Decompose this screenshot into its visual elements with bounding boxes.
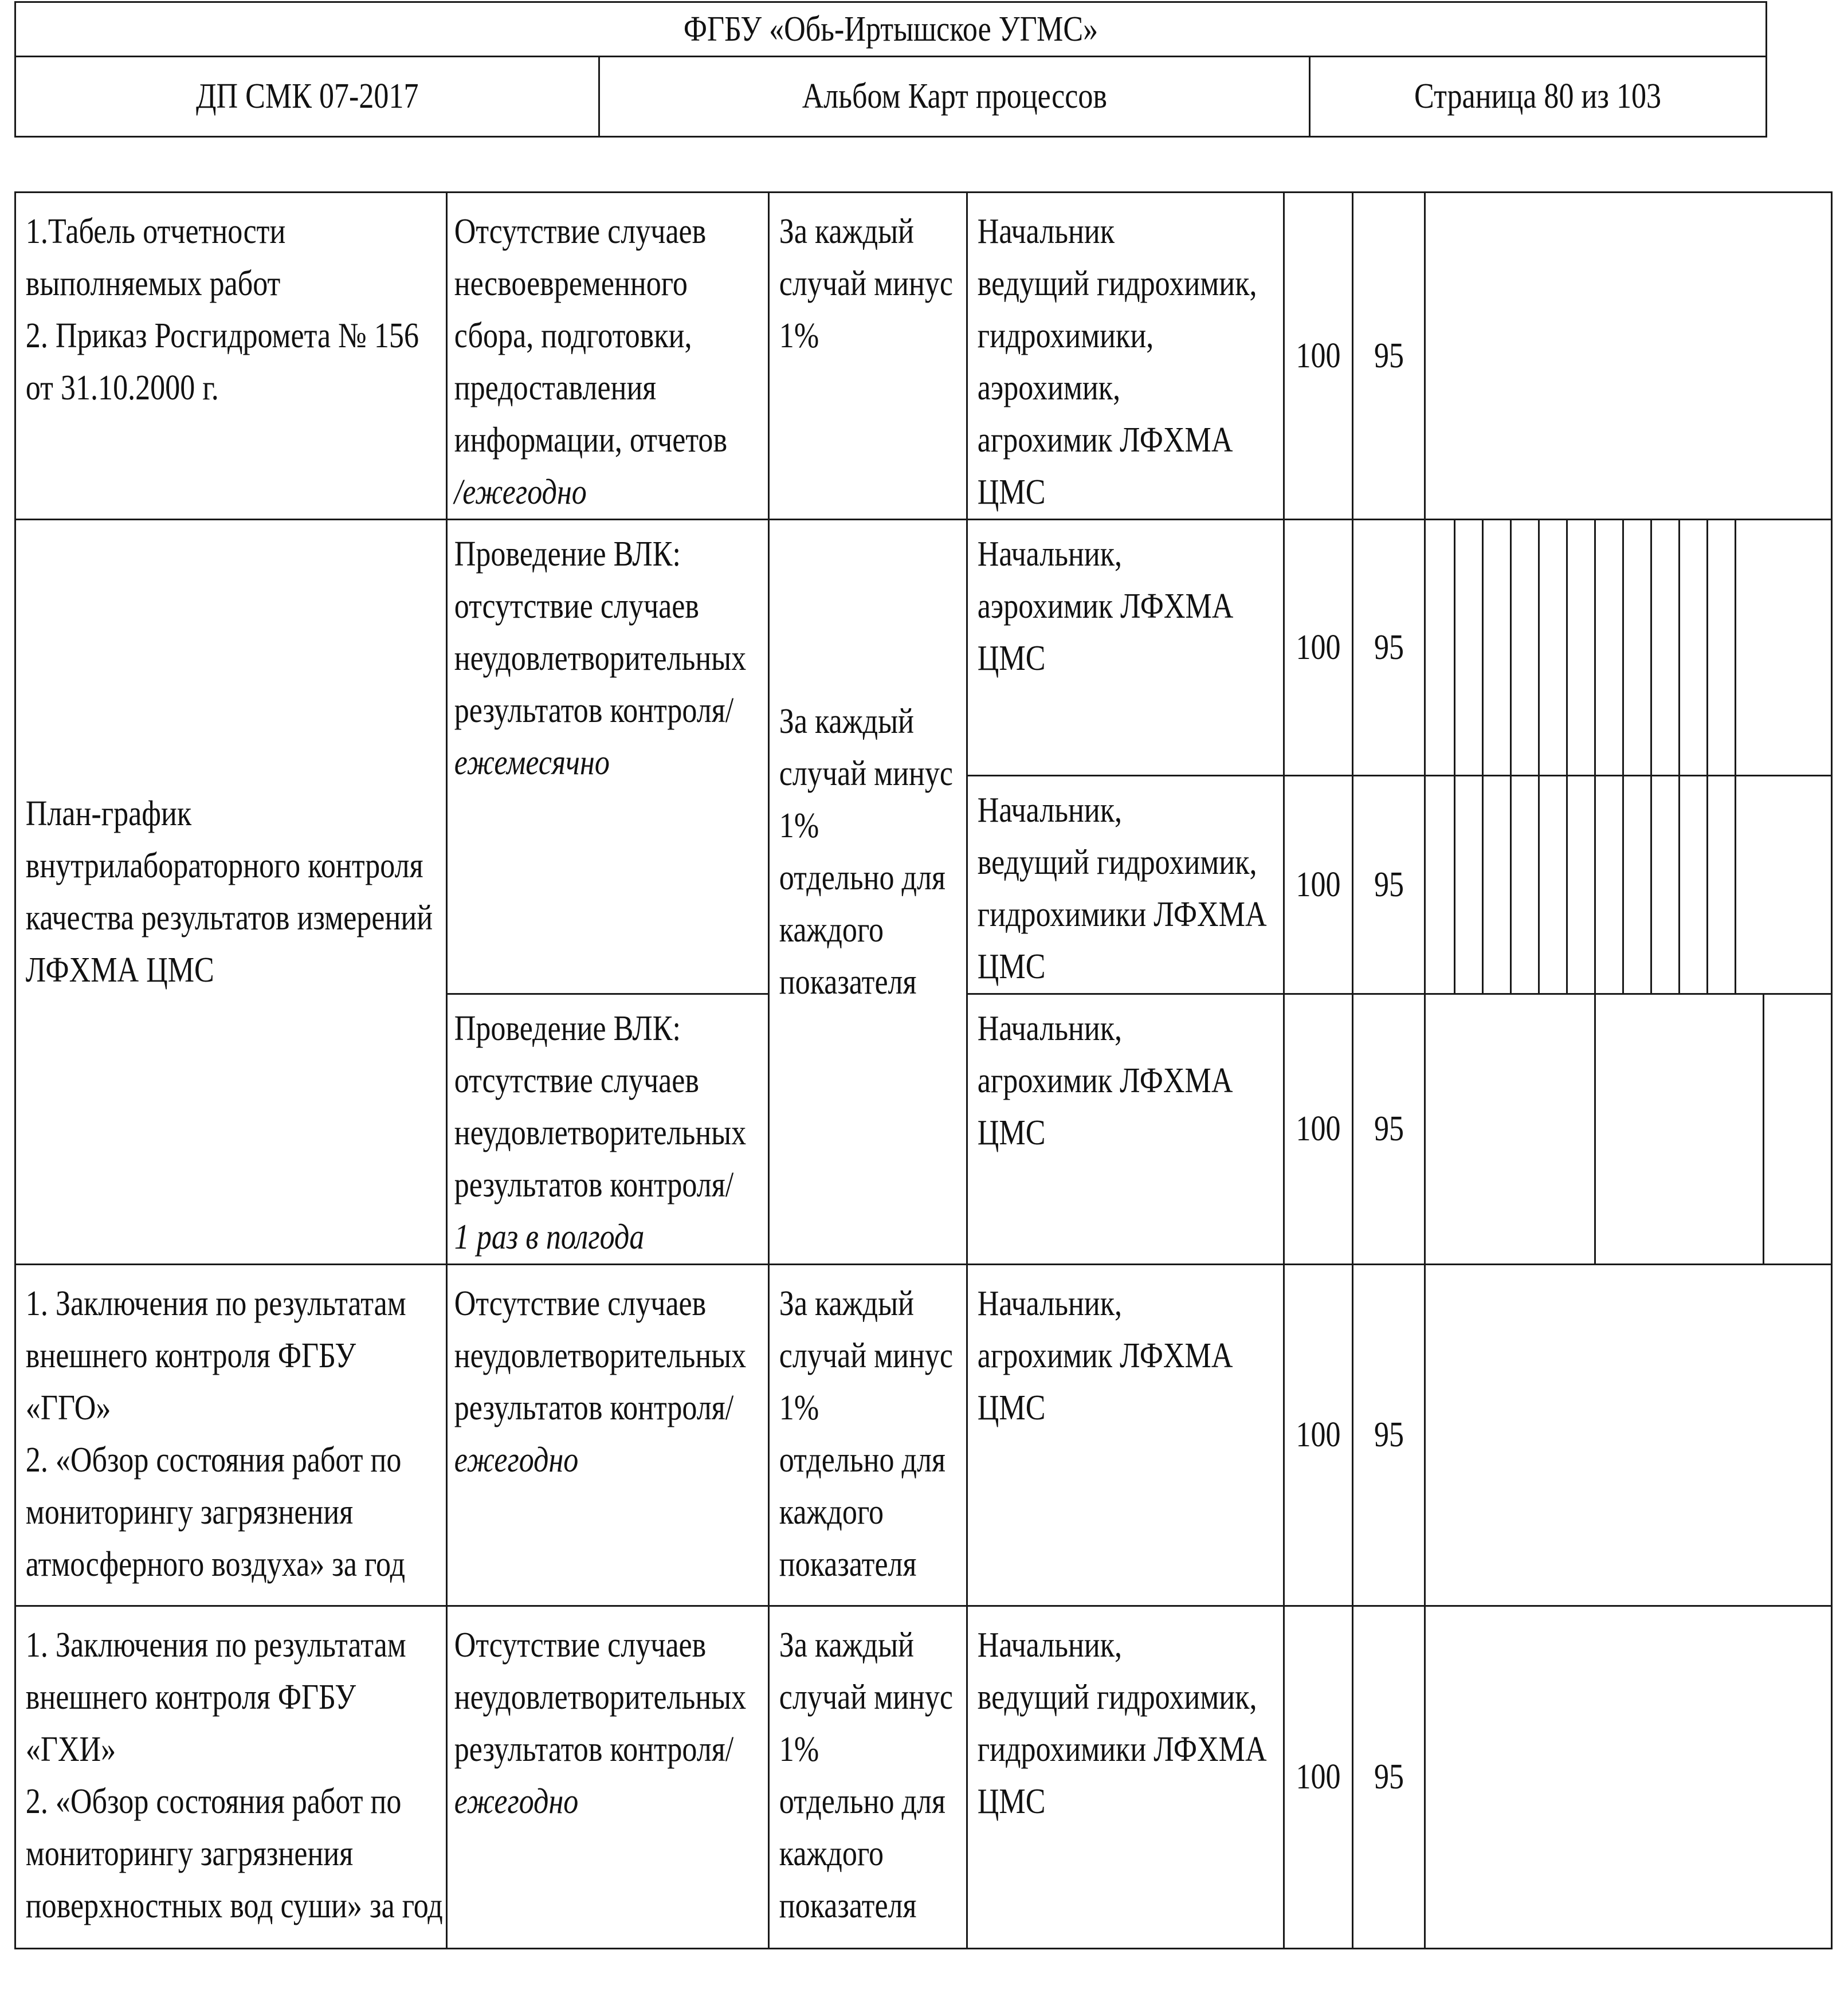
text-line: аэрохимик, — [977, 368, 1121, 407]
target-score-cell: 95 — [1353, 1606, 1425, 1949]
text-line: За каждый — [779, 701, 914, 741]
source-cell — [15, 193, 447, 520]
grid-cell — [1425, 776, 1832, 994]
source-cell — [15, 1265, 447, 1606]
text-line: ЛФХМА ЦМС — [25, 950, 214, 990]
text-line: мониторингу загрязнения — [25, 1493, 354, 1532]
table-row — [15, 1265, 1832, 1606]
text-line: За каждый — [779, 1284, 914, 1323]
max-score-cell: 100 — [1284, 994, 1353, 1265]
responsible-cell — [967, 776, 1284, 994]
organization-title: ФГБУ «Обь-Иртышское УГМС» — [15, 2, 1767, 57]
criterion-cell: Проведение ВЛК: отсутствие случаев неудовлетворительных результатов контроля/ 1 раз в полгода — [447, 994, 769, 1265]
blank-cell — [1425, 1606, 1832, 1949]
text-line: сбора, подготовки, — [454, 316, 692, 355]
text-line: 1% — [779, 806, 819, 845]
text-line: 1. Заключения по результатам — [25, 1626, 406, 1665]
max-score-cell: 100 — [1284, 1265, 1353, 1606]
text-line: За каждый — [779, 1626, 914, 1665]
penalty-cell — [769, 520, 967, 1265]
text-line: неудовлетворительных — [454, 1113, 747, 1152]
target-score-cell: 95 — [1353, 994, 1425, 1265]
text-line: ЦМС — [977, 639, 1046, 678]
process-indicators-table — [14, 191, 1833, 1949]
criterion-cell: Проведение ВЛК: отсутствие случаев неудовлетворительных результатов контроля/ ежемесячно — [447, 520, 769, 994]
text-line: Отсутствие случаев — [454, 1284, 707, 1323]
text-line: результатов контроля/ — [454, 691, 734, 730]
text-line: случай минус — [779, 754, 954, 793]
responsible-cell — [967, 193, 1284, 520]
text-line: Начальник — [977, 212, 1115, 251]
text-line: агрохимик ЛФХМА — [977, 1336, 1233, 1375]
text-line: неудовлетворительных — [454, 639, 747, 678]
text-line: ведущий гидрохимик, — [977, 1678, 1257, 1717]
text-line: информации, отчетов — [454, 421, 728, 460]
text-line: отдельно для — [779, 1441, 945, 1480]
text-line: случай минус — [779, 1336, 954, 1375]
criterion-cell: Отсутствие случаев неудовлетворительных результатов контроля/ ежегодно — [447, 1265, 769, 1606]
text-line: от 31.10.2000 г. — [25, 368, 219, 407]
text-line: показателя — [779, 962, 917, 1002]
text-line: ЦМС — [977, 1113, 1046, 1152]
text-line: 2. Приказ Росгидромета № 156 — [25, 316, 419, 355]
text-line: За каждый — [779, 212, 914, 251]
max-score-cell: 100 — [1284, 193, 1353, 520]
grid-cell — [1425, 994, 1832, 1265]
text-line: результатов контроля/ — [454, 1166, 734, 1204]
text-line: мониторингу загрязнения — [25, 1834, 354, 1873]
text-line: Проведение ВЛК: — [454, 535, 681, 574]
text-line: показателя — [779, 1886, 917, 1925]
text-line: качества результатов измерений — [25, 898, 433, 937]
text-line: агрохимик ЛФХМА — [977, 1061, 1233, 1100]
document-header — [14, 1, 1767, 138]
page-number: Страница 80 из 103 — [1310, 57, 1767, 137]
text-line: Проведение ВЛК: — [454, 1009, 681, 1048]
max-score-cell: 100 — [1284, 776, 1353, 994]
album-title: Альбом Карт процессов — [599, 57, 1310, 137]
text-line: гидрохимики ЛФХМА — [977, 1730, 1267, 1769]
text-line: случай минус — [779, 1678, 954, 1717]
text-line: 2. «Обзор состояния работ по — [25, 1782, 402, 1821]
text-line: Начальник, — [977, 535, 1123, 574]
criterion-cell: Отсутствие случаев несвоевременного сбора, подготовки, предоставления информации, отчетов /ежегодно — [447, 193, 769, 520]
target-score-cell: 95 — [1353, 776, 1425, 994]
text-line: отсутствие случаев — [454, 587, 700, 626]
text-line: ведущий гидрохимик, — [977, 264, 1257, 303]
max-score-cell: 100 — [1284, 520, 1353, 776]
text-line: каждого — [779, 1834, 884, 1873]
text-line: отдельно для — [779, 1782, 945, 1821]
max-score-cell: 100 — [1284, 1606, 1353, 1949]
responsible-cell — [967, 994, 1284, 1265]
text-line: Начальник, — [977, 1009, 1123, 1048]
text-line: внешнего контроля ФГБУ — [25, 1678, 356, 1717]
text-line: «ГГО» — [25, 1388, 111, 1427]
text-line: Отсутствие случаев — [454, 212, 707, 251]
penalty-cell — [769, 193, 967, 520]
text-line: «ГХИ» — [25, 1730, 116, 1769]
text-line: 1% — [779, 1730, 819, 1769]
text-line: показателя — [779, 1545, 917, 1584]
text-line: случай минус — [779, 264, 954, 303]
responsible-cell — [967, 520, 1284, 776]
source-cell — [15, 1606, 447, 1949]
penalty-cell — [769, 1265, 967, 1606]
text-line: отсутствие случаев — [454, 1061, 700, 1100]
table-row — [15, 193, 1832, 520]
source-cell — [15, 520, 447, 1265]
text-line: результатов контроля/ — [454, 1388, 734, 1427]
text-line: 1.Табель отчетности — [25, 212, 286, 251]
text-line: несвоевременного — [454, 264, 688, 303]
text-line: выполняемых работ — [25, 264, 281, 303]
text-line: ЦМС — [977, 473, 1046, 512]
text-line: ЦМС — [977, 1782, 1046, 1821]
text-line: аэрохимик ЛФХМА — [977, 587, 1234, 626]
text-line: каждого — [779, 910, 884, 949]
text-line: поверхностных вод суши» за год — [25, 1886, 443, 1925]
target-score-cell: 95 — [1353, 1265, 1425, 1606]
text-line: 1% — [779, 316, 819, 355]
table-row — [15, 520, 1832, 776]
text-line: План-график — [25, 794, 192, 833]
text-line: внутрилабораторного контроля — [25, 846, 423, 885]
text-line: неудовлетворительных — [454, 1678, 747, 1717]
text-line: ЦМС — [977, 947, 1046, 986]
blank-cell — [1425, 1265, 1832, 1606]
text-line: предоставления — [454, 368, 657, 407]
text-line: 1. Заключения по результатам — [25, 1284, 406, 1323]
target-score-cell: 95 — [1353, 520, 1425, 776]
target-score-cell: 95 — [1353, 193, 1425, 520]
text-line: ведущий гидрохимик, — [977, 843, 1257, 882]
text-line: результатов контроля/ — [454, 1730, 734, 1769]
penalty-cell — [769, 1606, 967, 1949]
blank-cell — [1425, 193, 1832, 520]
text-line: отдельно для — [779, 858, 945, 897]
text-line: 2. «Обзор состояния работ по — [25, 1441, 402, 1480]
responsible-cell — [967, 1265, 1284, 1606]
document-code: ДП СМК 07-2017 — [15, 57, 599, 137]
text-line: 1% — [779, 1388, 819, 1427]
text-line: Отсутствие случаев — [454, 1626, 707, 1665]
table-row — [15, 1606, 1832, 1949]
text-line: Начальник, — [977, 791, 1123, 830]
text-line: атмосферного воздуха» за год — [25, 1545, 406, 1584]
responsible-cell — [967, 1606, 1284, 1949]
text-line: гидрохимики, — [977, 316, 1154, 355]
text-line: агрохимик ЛФХМА — [977, 421, 1233, 460]
text-line: гидрохимики ЛФХМА — [977, 895, 1267, 934]
text-line: Начальник, — [977, 1284, 1123, 1323]
text-line: Начальник, — [977, 1626, 1123, 1665]
text-line: ЦМС — [977, 1388, 1046, 1427]
text-line: неудовлетворительных — [454, 1336, 747, 1375]
grid-cell — [1425, 520, 1832, 776]
criterion-cell: Отсутствие случаев неудовлетворительных результатов контроля/ ежегодно — [447, 1606, 769, 1949]
text-line: внешнего контроля ФГБУ — [25, 1336, 356, 1375]
text-line: каждого — [779, 1493, 884, 1532]
